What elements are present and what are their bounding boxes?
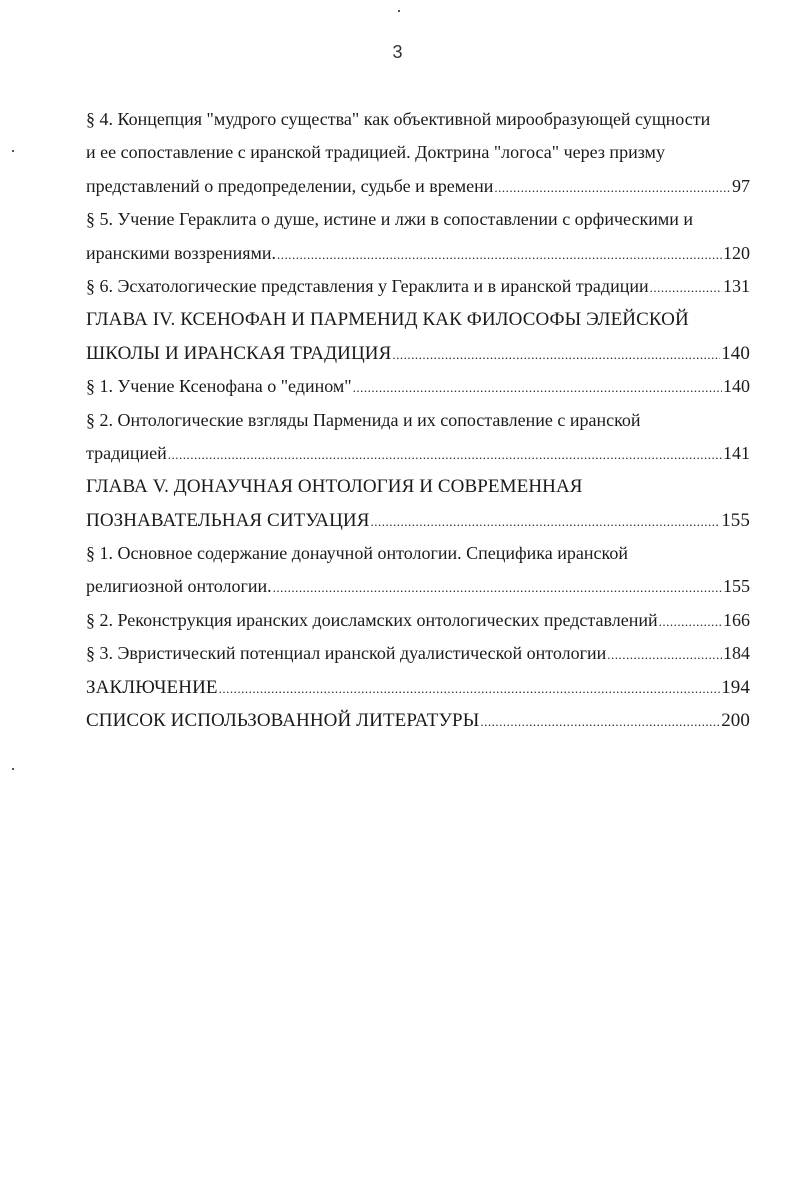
toc-entry-title: ЗАКЛЮЧЕНИЕ bbox=[86, 676, 218, 698]
toc-entry-title: § 2. Онтологические взгляды Парменида и их сопоставление с иранской bbox=[86, 409, 641, 430]
toc-entry-title: ГЛАВА V. ДОНАУЧНАЯ ОНТОЛОГИЯ И СОВРЕМЕННАЯ bbox=[86, 476, 583, 498]
toc-dot-leader bbox=[353, 370, 722, 403]
toc-entry-title: традицией bbox=[86, 442, 167, 463]
toc-dot-leader bbox=[277, 237, 722, 270]
toc-text-line bbox=[86, 537, 750, 570]
toc-entry bbox=[86, 504, 750, 537]
toc-entry-title: и ее сопоставление с иранской традицией. Доктрина "логоса" через призму bbox=[86, 142, 665, 163]
toc-page-number: 155 bbox=[721, 509, 750, 531]
toc-entry bbox=[86, 671, 750, 704]
toc-dot-leader bbox=[392, 337, 720, 370]
toc-page-number: 120 bbox=[723, 242, 750, 263]
toc-entry-title: ШКОЛЫ И ИРАНСКАЯ ТРАДИЦИЯ bbox=[86, 342, 392, 364]
toc-dot-leader bbox=[219, 671, 721, 704]
toc-text-line bbox=[86, 303, 750, 336]
toc-entry-title: ПОЗНАВАТЕЛЬНАЯ СИТУАЦИЯ bbox=[86, 509, 370, 531]
toc-entry bbox=[86, 270, 750, 303]
toc-entry-title: § 1. Учение Ксенофана о "едином" bbox=[86, 376, 352, 397]
toc-text-line bbox=[86, 136, 750, 169]
toc-page-number: 131 bbox=[723, 275, 750, 296]
toc-text-line bbox=[86, 470, 750, 503]
toc-page-number: 155 bbox=[723, 576, 750, 597]
toc-dot-leader bbox=[494, 170, 731, 203]
toc-entry-title: СПИСОК ИСПОЛЬЗОВАННОЙ ЛИТЕРАТУРЫ bbox=[86, 710, 480, 732]
scan-speck bbox=[12, 150, 14, 152]
toc-dot-leader bbox=[480, 704, 720, 737]
toc-page-number: 200 bbox=[721, 710, 750, 732]
scan-speck bbox=[12, 768, 14, 770]
scan-speck bbox=[398, 10, 400, 12]
toc-dot-leader bbox=[273, 570, 722, 603]
toc-dot-leader bbox=[659, 604, 722, 637]
toc-entry bbox=[86, 604, 750, 637]
toc-text-line bbox=[86, 103, 750, 136]
toc-entry bbox=[86, 370, 750, 403]
toc-entry bbox=[86, 704, 750, 737]
toc-dot-leader bbox=[650, 270, 722, 303]
toc-entry bbox=[86, 570, 750, 603]
toc-page-number: 166 bbox=[723, 609, 750, 630]
toc-entry-title: § 2. Реконструкция иранских доисламских онтологических представлений bbox=[86, 609, 658, 630]
toc-page-number: 141 bbox=[723, 442, 750, 463]
toc-text-line bbox=[86, 404, 750, 437]
toc-entry bbox=[86, 437, 750, 470]
toc-page-number: 140 bbox=[723, 376, 750, 397]
toc-page-number: 97 bbox=[732, 175, 750, 196]
toc-entry bbox=[86, 237, 750, 270]
toc-entry bbox=[86, 170, 750, 203]
table-of-contents bbox=[86, 103, 750, 737]
toc-entry-title: § 1. Основное содержание донаучной онтологии. Специфика иранской bbox=[86, 543, 628, 564]
toc-dot-leader bbox=[607, 637, 722, 670]
toc-entry-title: иранскими воззрениями. bbox=[86, 242, 277, 263]
toc-entry-title: § 5. Учение Гераклита о душе, истине и лжи в сопоставлении с орфическими и bbox=[86, 209, 693, 230]
toc-entry-title: религиозной онтологии. bbox=[86, 576, 272, 597]
toc-entry bbox=[86, 637, 750, 670]
toc-entry bbox=[86, 337, 750, 370]
page-number: 3 bbox=[392, 42, 403, 62]
toc-page-number: 140 bbox=[721, 342, 750, 364]
toc-entry-title: ГЛАВА IV. КСЕНОФАН И ПАРМЕНИД КАК ФИЛОСОФЫ ЭЛЕЙСКОЙ bbox=[86, 309, 689, 331]
toc-text-line bbox=[86, 203, 750, 236]
toc-entry-title: § 4. Концепция "мудрого существа" как объективной мирообразующей сущности bbox=[86, 109, 711, 129]
toc-entry-title: § 6. Эсхатологические представления у Гераклита и в иранской традиции bbox=[86, 275, 649, 296]
toc-dot-leader bbox=[168, 437, 722, 470]
toc-entry-title: § 3. Эвристический потенциал иранской дуалистической онтологии bbox=[86, 643, 607, 664]
toc-page-number: 184 bbox=[723, 643, 750, 664]
toc-dot-leader bbox=[371, 504, 721, 537]
toc-entry-title: представлений о предопределении, судьбе и времени bbox=[86, 175, 494, 196]
toc-page-number: 194 bbox=[721, 676, 750, 698]
